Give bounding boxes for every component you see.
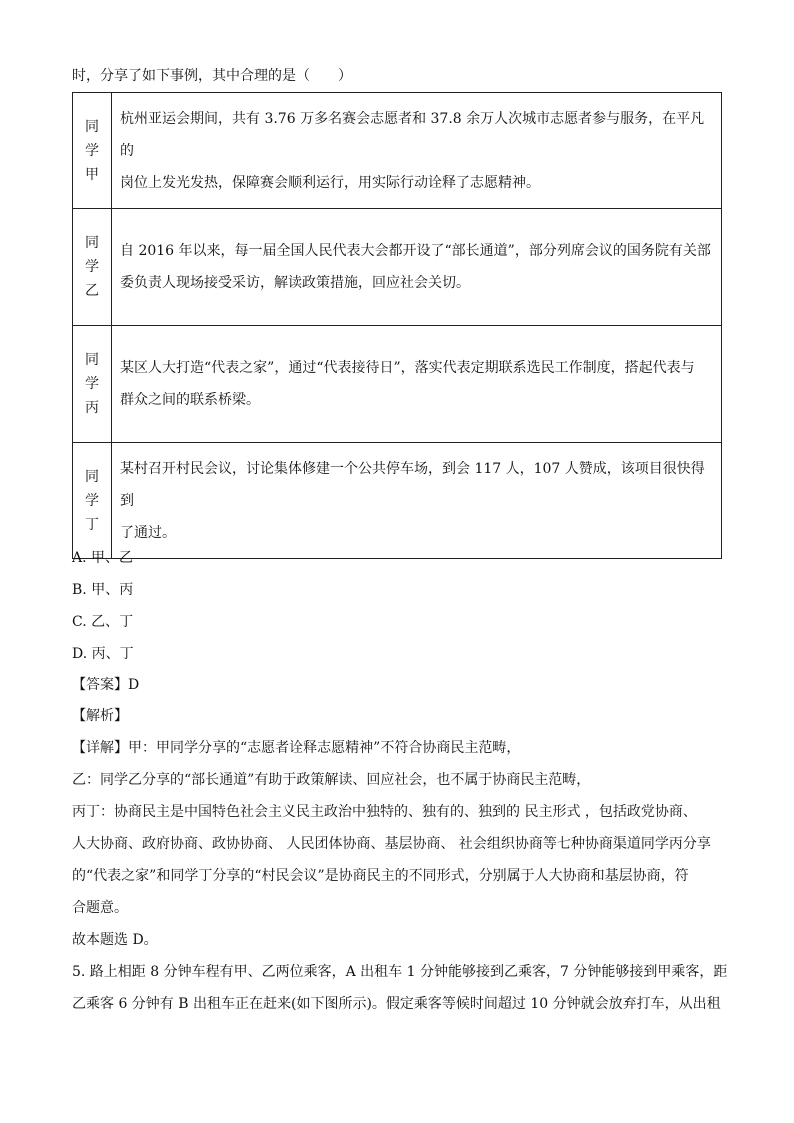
- table-row: [73, 443, 722, 559]
- analysis-line: 合题意。: [72, 900, 128, 916]
- case-text: 某区人大打造“代表之家”，通过“代表接待日”，落实代表定期联系选民工作制度，搭起代表与 群众之间的联系桥梁。: [112, 326, 722, 443]
- analysis-line: 乙：同学乙分享的“部长通道”有助于政策解读、回应社会，也不属于协商民主范畴，: [72, 772, 591, 788]
- table-row: [73, 93, 722, 209]
- student-label: 同 学 甲: [73, 93, 112, 209]
- question-5-line: 5. 路上相距 8 分钟车程有甲、乙两位乘客，A 出租车 1 分钟能够接到乙乘客，7 分钟能够接到甲乘客，距: [72, 964, 728, 980]
- analysis-line: 的“代表之家”和同学丁分享的“村民会议”是协商民主的不同形式，分别属于人大协商和基层协商，符: [72, 868, 689, 884]
- case-text: 某村召开村民会议，讨论集体修建一个公共停车场，到会 117 人，107 人赞成，该项目很快得到 了通过。: [112, 443, 722, 559]
- analysis-line: 人大协商、政府协商、政协协商、 人民团体协商、基层协商、 社会组织协商等七种协商渠道同学丙分享: [72, 836, 711, 852]
- option-c: C. 乙、丁: [72, 614, 134, 630]
- option-a: A. 甲、乙: [72, 550, 134, 566]
- question-stem: 时，分享了如下事例，其中合理的是（ ）: [72, 68, 352, 84]
- table-row: [73, 326, 722, 443]
- analysis-body: [72, 734, 728, 1022]
- student-label: 同 学 乙: [73, 209, 112, 326]
- student-label: 同 学 丁: [73, 443, 112, 559]
- student-label: 同 学 丙: [73, 326, 112, 443]
- analysis-line: 丙丁：协商民主是中国特色社会主义民主政治中独特的、独有的、独到的 民主形式 ，包括政党协商、: [72, 804, 697, 820]
- analysis-line: 故本题选 D。: [72, 932, 158, 948]
- answer-line: 【答案】D: [72, 677, 140, 693]
- option-d: D. 丙、丁: [72, 646, 134, 662]
- analysis-title: 【解析】: [72, 708, 128, 724]
- option-b: B. 甲、丙: [72, 582, 134, 598]
- cases-table: [72, 92, 722, 559]
- question-5-line: 乙乘客 6 分钟有 B 出租车正在赶来(如下图所示)。假定乘客等候时间超过 10 分钟就会放弃打车，从出租: [72, 996, 721, 1012]
- analysis-line: 【详解】甲：甲同学分享的“志愿者诠释志愿精神”不符合协商民主范畴，: [72, 740, 521, 756]
- table-row: [73, 209, 722, 326]
- case-text: 自 2016 年以来，每一届全国人民代表大会都开设了“部长通道”，部分列席会议的国务院有关部 委负责人现场接受采访，解读政策措施，回应社会关切。: [112, 209, 722, 326]
- case-text: 杭州亚运会期间，共有 3.76 万多名赛会志愿者和 37.8 余万人次城市志愿者参与服务，在平凡的 岗位上发光发热，保障赛会顺利运行，用实际行动诠释了志愿精神。: [112, 93, 722, 209]
